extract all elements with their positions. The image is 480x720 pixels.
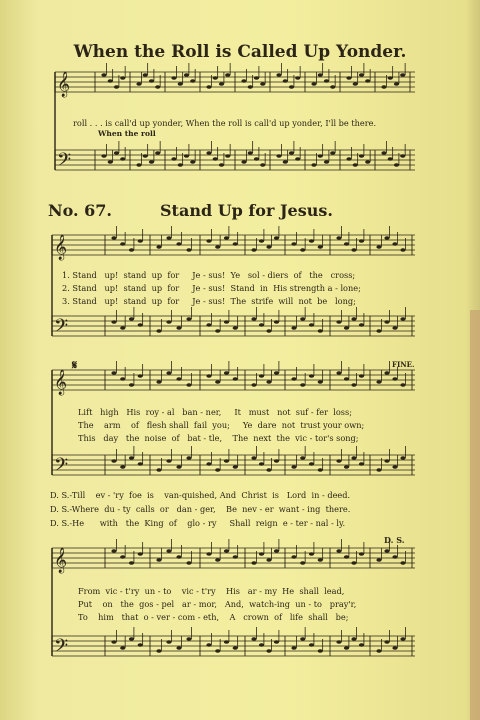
segno-icon: 𝄋 xyxy=(72,358,78,372)
verse-b-line-1: Lift high His roy - al ban - ner, It must not suf - fer loss; xyxy=(78,407,352,417)
ds-line-1: D. S.-Till ev - 'ry foe is van-quished, And Christ is Lord in - deed. xyxy=(50,490,351,500)
ds-line-3: D. S.-He with the King of glo - ry Shall reign e - ter - nal - ly. xyxy=(50,518,346,528)
song1-lyric: roll . . . is call'd up yonder, When the roll is call'd up yonder, I'll be there. xyxy=(73,118,377,128)
verse-b-line-3: This day the noise of bat - tle, The next the vic - tor's song; xyxy=(78,433,359,443)
ds-mark: D. S. xyxy=(384,535,405,545)
svg-text:𝄞: 𝄞 xyxy=(54,370,68,395)
svg-text:𝄢: 𝄢 xyxy=(54,316,69,341)
verse-c-line-1: From vic - t'ry un - to vic - t'ry His ar - my He shall lead, xyxy=(78,586,345,596)
verse-a-line-2: 2. Stand up! stand up for Je - sus! Stand in His strength a - lone; xyxy=(62,283,361,293)
svg-text:𝄢: 𝄢 xyxy=(57,150,72,175)
verse-c-line-2: Put on the gos - pel ar - mor, And, watch-ing un - to pray'r, xyxy=(78,599,357,609)
svg-text:𝄞: 𝄞 xyxy=(54,235,68,260)
svg-text:𝄢: 𝄢 xyxy=(54,636,69,661)
song1-title: When the Roll is Called Up Yonder. xyxy=(73,42,407,62)
verse-b-line-2: The arm of flesh shall fail you; Ye dare not trust your own; xyxy=(78,420,365,430)
song2-title: Stand Up for Jesus. xyxy=(160,201,333,220)
verse-c-line-3: To him that o - ver - com - eth, A crown of life shall be; xyxy=(78,612,349,622)
svg-text:𝄞: 𝄞 xyxy=(57,72,71,97)
ds-line-2: D. S.-Where du - ty calls or dan - ger, Be nev - er want - ing there. xyxy=(50,504,351,514)
song1-cue: When the roll xyxy=(98,129,156,138)
svg-text:𝄞: 𝄞 xyxy=(54,548,68,573)
verse-a-line-3: 3. Stand up! stand up for Je - sus! The strife will not be long; xyxy=(62,296,356,306)
svg-text:𝄢: 𝄢 xyxy=(54,455,69,480)
verse-a-line-1: 1. Stand up! stand up for Je - sus! Ye sol - diers of the cross; xyxy=(62,270,356,280)
fine-mark: FINE. xyxy=(392,360,415,369)
hymn-number: No. 67. xyxy=(48,201,112,220)
